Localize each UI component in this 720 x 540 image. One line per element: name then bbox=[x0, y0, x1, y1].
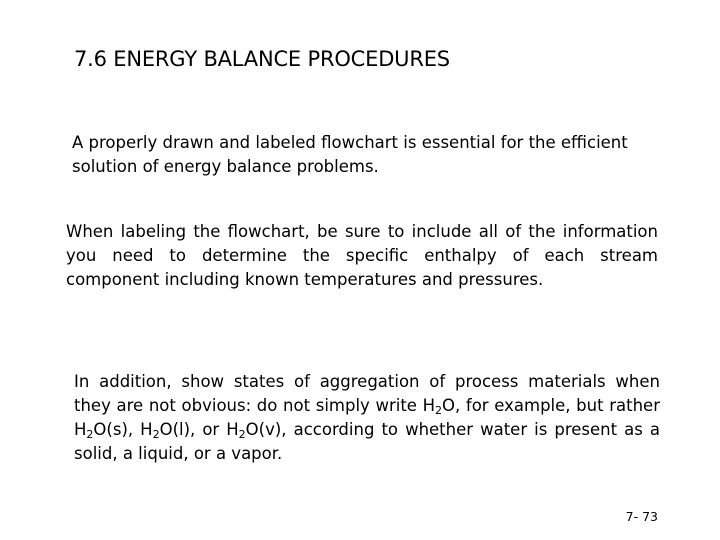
text-run: In addition, show states of aggregation of process materials when they are not obvious: do not simply write H bbox=[74, 372, 660, 415]
text-run: O, for example, but rather H bbox=[74, 396, 660, 439]
text-run: O(l), or H bbox=[159, 420, 239, 439]
subscript: 2 bbox=[435, 404, 443, 417]
paragraph-labeling-flowchart: When labeling the flowchart, be sure to include all of the information you need to determine the specific enthalpy of each stream component including known temperatures and pressures. bbox=[66, 222, 658, 289]
text-run: O(v), according to whether water is present as a solid, a liquid, or a vapor. bbox=[74, 420, 661, 463]
page-number: 7- 73 bbox=[625, 509, 658, 524]
paragraph-line: A properly drawn and labeled flowchart is essential for the efficient bbox=[72, 133, 628, 152]
paragraph-flowchart-essential bbox=[72, 131, 672, 179]
paragraph-states-of-aggregation bbox=[74, 370, 660, 466]
text-run: O(s), H bbox=[93, 420, 153, 439]
subscript: 2 bbox=[86, 428, 94, 441]
subscript: 2 bbox=[152, 428, 160, 441]
paragraph-line: solution of energy balance problems. bbox=[72, 157, 379, 176]
subscript: 2 bbox=[238, 428, 246, 441]
slide-title: 7.6 ENERGY BALANCE PROCEDURES bbox=[74, 47, 450, 71]
